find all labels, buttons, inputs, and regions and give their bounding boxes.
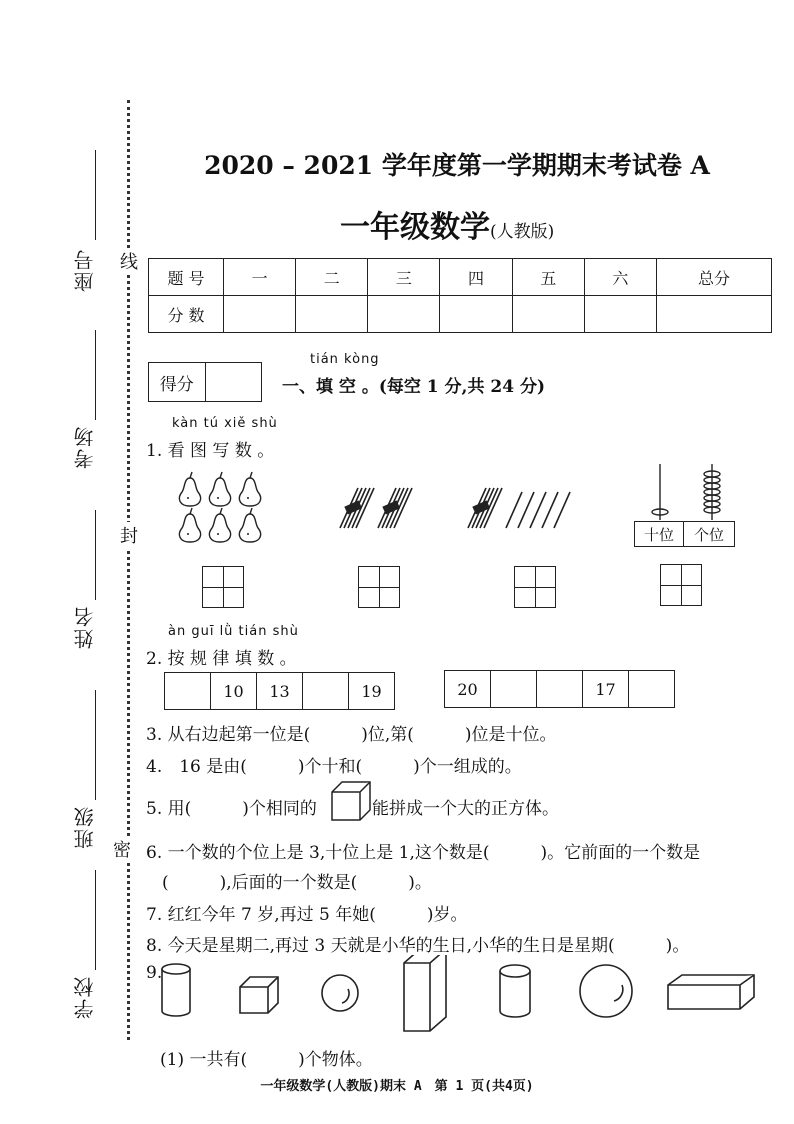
question-5-part-2: 能拼成一个大的正方体。 <box>372 799 559 819</box>
score-header-cell: 五 <box>512 259 584 296</box>
sequence-cell: 13 <box>257 673 303 709</box>
score-cell[interactable] <box>296 296 368 333</box>
cuboid-flat <box>668 975 754 1009</box>
sequence-cell: 20 <box>445 671 491 707</box>
name-line <box>95 510 96 600</box>
binding-dotted-line <box>127 100 130 1040</box>
score-cell[interactable] <box>584 296 656 333</box>
ball-1 <box>322 975 358 1011</box>
score-header-cell: 总分 <box>657 259 772 296</box>
answer-grid-box[interactable] <box>660 564 702 606</box>
question-4: 4. 16 是由( )个十和( )个一组成的。 <box>146 757 522 777</box>
score-row-label: 分 数 <box>149 296 224 333</box>
pears-illustration <box>176 470 270 546</box>
sequence-row-2 <box>444 670 675 708</box>
abacus-tens-label: 十位 <box>635 522 684 546</box>
answer-grid-box[interactable] <box>514 566 556 608</box>
q1-text: 1. 看 图 写 数 。 <box>146 441 275 461</box>
seal-xian: 线 <box>120 248 138 274</box>
cube-1 <box>240 977 278 1013</box>
room-line <box>95 330 96 420</box>
abacus-base <box>634 521 735 547</box>
sequence-cell[interactable] <box>537 671 583 707</box>
name-label: 姓名 <box>73 605 97 649</box>
subject-title: 一年级数学 <box>340 210 490 245</box>
question-7: 7. 红红今年 7 岁,再过 5 年她( )岁。 <box>146 905 468 925</box>
section-score-label: 得分 <box>149 363 206 401</box>
cuboid-tall <box>404 955 446 1031</box>
question-8: 8. 今天是星期二,再过 3 天就是小华的生日,小华的生日是星期( )。 <box>146 936 690 956</box>
cube-icon <box>330 780 372 822</box>
question-9-label: 9. <box>146 963 163 983</box>
score-cell[interactable] <box>440 296 512 333</box>
room-label: 考场 <box>73 425 97 469</box>
score-table <box>148 258 772 333</box>
school-label: 学校 <box>73 975 97 1019</box>
sequence-cell: 17 <box>583 671 629 707</box>
ball-2 <box>580 965 632 1017</box>
question-9-part-1: (1) 一共有( )个物体。 <box>160 1050 373 1070</box>
page-footer: 一年级数学(人教版)期末 A 第 1 页(共4页) <box>260 1079 534 1094</box>
score-header-cell: 六 <box>584 259 656 296</box>
exam-title: 2020 – 2021 学年度第一学期期末考试卷 A <box>204 151 710 180</box>
question-6-line-2: ( ),后面的一个数是( )。 <box>162 873 432 893</box>
subtitle <box>340 202 554 246</box>
question-3: 3. 从右边起第一位是( )位,第( )位是十位。 <box>146 725 557 745</box>
solids-illustration <box>158 955 758 1035</box>
cylinder-1 <box>162 964 190 1016</box>
two-bundles-of-sticks <box>338 484 418 532</box>
class-label: 班级 <box>73 805 97 849</box>
score-cell[interactable] <box>657 296 772 333</box>
sequence-cell[interactable] <box>303 673 349 709</box>
section-title: 一、填 空 。(每空 1 分,共 24 分) <box>282 377 546 397</box>
answer-grid-box[interactable] <box>358 566 400 608</box>
q2-text: 2. 按 规 律 填 数 。 <box>146 649 297 669</box>
section-score-cell[interactable] <box>206 363 262 401</box>
sequence-cell: 10 <box>211 673 257 709</box>
score-cell[interactable] <box>224 296 296 333</box>
score-cell[interactable] <box>512 296 584 333</box>
section-pinyin: tián kòng <box>310 352 380 367</box>
sequence-cell[interactable] <box>629 671 674 707</box>
section-score-box <box>148 362 262 402</box>
sequence-cell[interactable] <box>491 671 537 707</box>
score-header-cell: 二 <box>296 259 368 296</box>
sequence-row-1 <box>164 672 395 710</box>
score-cell[interactable] <box>368 296 440 333</box>
score-header-cell: 三 <box>368 259 440 296</box>
seal-mi: 密 <box>113 836 131 862</box>
q2-pinyin: àn guī lǜ tián shù <box>168 624 299 639</box>
sequence-cell: 19 <box>361 681 382 701</box>
abacus-ones-label: 个位 <box>693 525 724 544</box>
seal-feng: 封 <box>120 522 138 548</box>
school-line <box>95 870 96 970</box>
abacus-illustration <box>636 460 736 524</box>
seat-label: 座号 <box>73 248 97 292</box>
q1-pinyin: kàn tú xiě shù <box>172 416 278 431</box>
class-line <box>95 690 96 800</box>
cylinder-2 <box>500 965 530 1017</box>
score-header-cell: 题 号 <box>149 259 224 296</box>
score-header-cell: 一 <box>224 259 296 296</box>
question-5-part-1: 5. 用( )个相同的 <box>146 799 317 819</box>
answer-grid-box[interactable] <box>202 566 244 608</box>
bundle-and-single-sticks <box>466 484 578 532</box>
score-header-cell: 四 <box>440 259 512 296</box>
sequence-cell[interactable] <box>165 673 211 709</box>
question-6-line-1: 6. 一个数的个位上是 3,十位上是 1,这个数是( )。它前面的一个数是 <box>146 843 701 863</box>
edition-label: (人教版) <box>490 222 555 242</box>
